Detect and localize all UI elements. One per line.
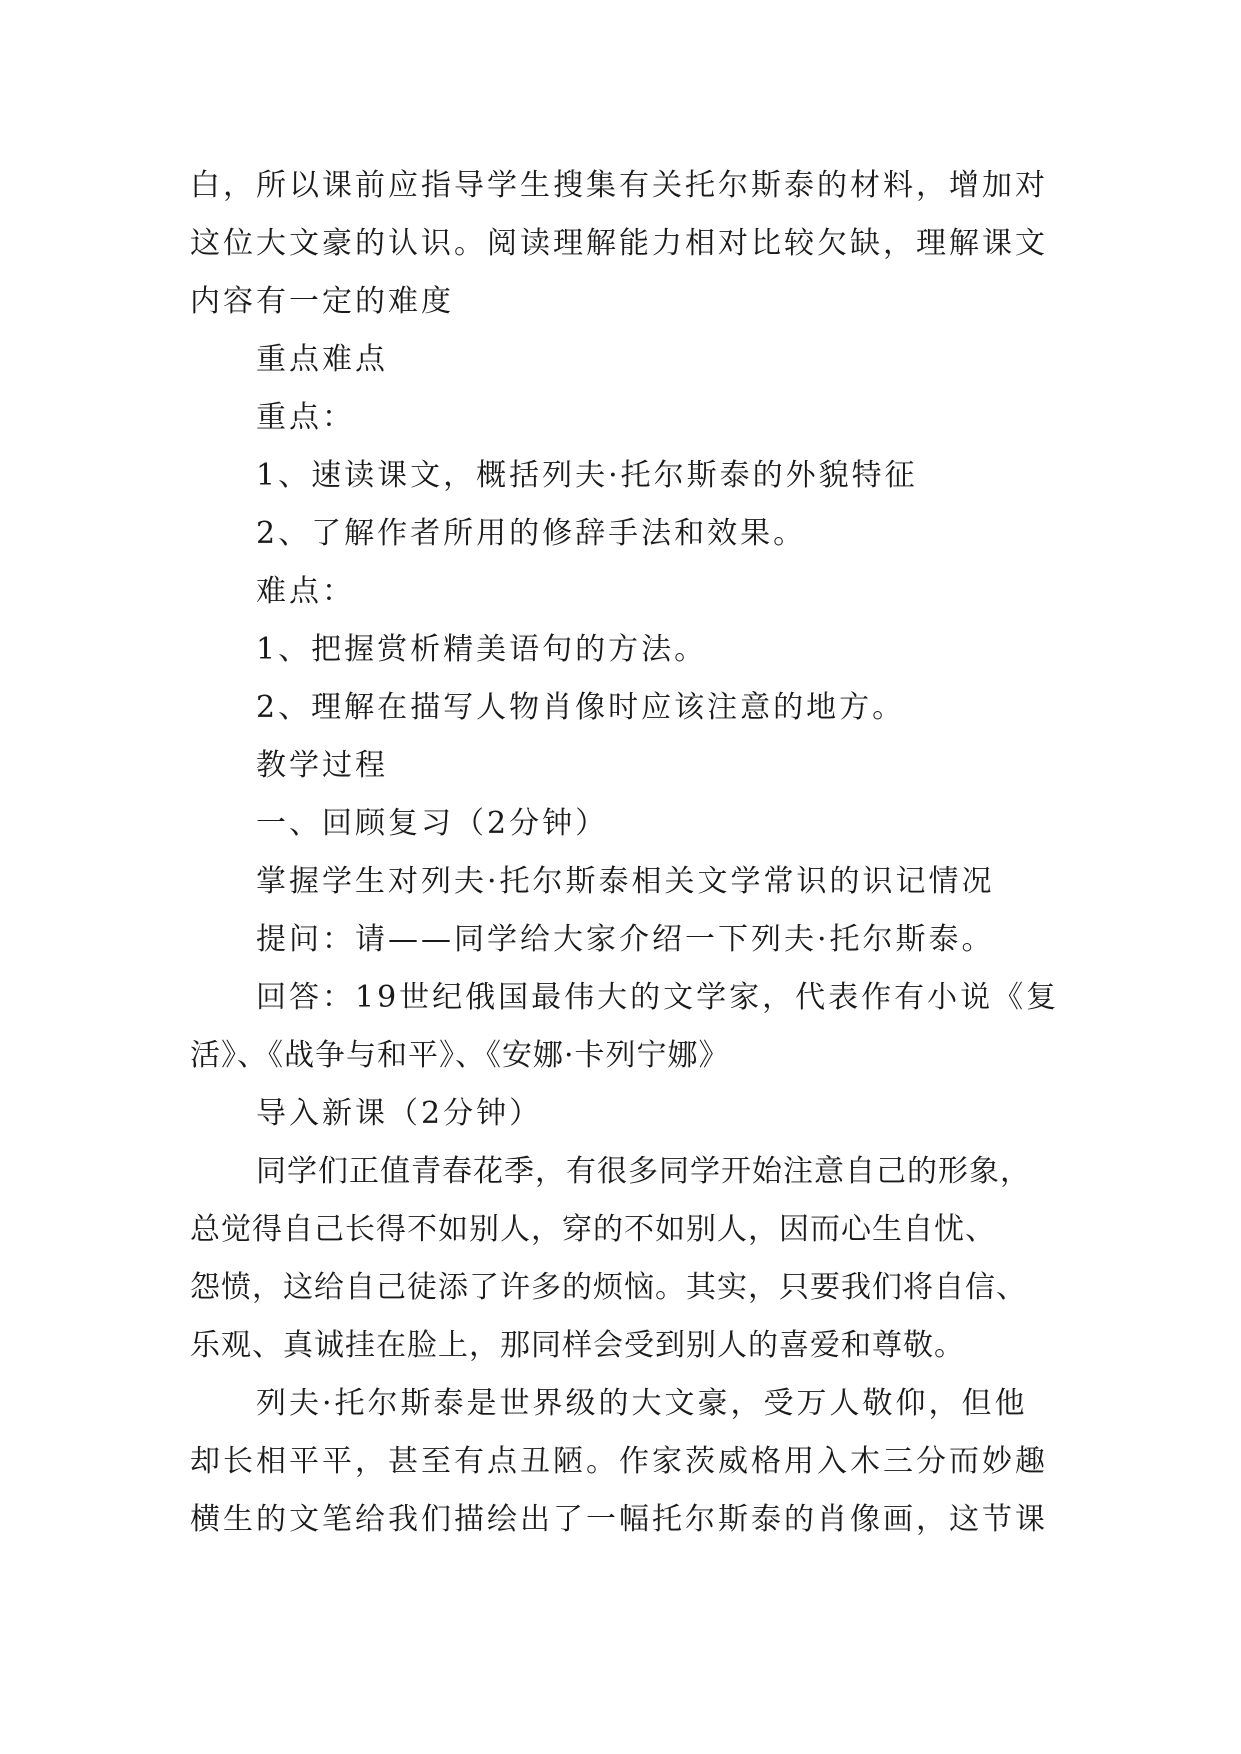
text-line: 怨愤，这给自己徒添了许多的烦恼。其实，只要我们将自信、: [190, 1270, 1027, 1305]
text-line: 白，所以课前应指导学生搜集有关托尔斯泰的材料，增加对: [190, 168, 1048, 203]
text-line: 乐观、真诚挂在脸上，那同样会受到别人的喜爱和尊敬。: [190, 1328, 965, 1363]
text-line: 却长相平平，甚至有点丑陋。作家茨威格用入木三分而妙趣: [190, 1444, 1048, 1479]
text-line: 横生的文笔给我们描绘出了一幅托尔斯泰的肖像画，这节课: [190, 1502, 1048, 1537]
list-item: 2、了解作者所用的修辞手法和效果。: [256, 516, 807, 551]
subheading: 一、回顾复习（2分钟）: [256, 806, 609, 841]
list-item: 1、把握赏析精美语句的方法。: [256, 632, 708, 667]
text-line: 内容有一定的难度: [190, 284, 454, 319]
list-item: 2、理解在描写人物肖像时应该注意的地方。: [256, 690, 906, 725]
text-line: 同学们正值青春花季，有很多同学开始注意自己的形象，: [256, 1154, 1031, 1189]
section-heading: 重点难点: [256, 342, 388, 377]
document-page: [190, 157, 1070, 1549]
text-line: 这位大文豪的认识。阅读理解能力相对比较欠缺，理解课文: [190, 226, 1048, 261]
text-line: 列夫·托尔斯泰是世界级的大文豪，受万人敬仰，但他: [256, 1386, 1028, 1421]
section-heading: 教学过程: [256, 748, 388, 783]
subheading: 导入新课（2分钟）: [256, 1096, 543, 1131]
text-line: 提问：请——同学给大家介绍一下列夫·托尔斯泰。: [256, 922, 995, 957]
subheading: 重点：: [256, 400, 355, 435]
text-line: 总觉得自己长得不如别人，穿的不如别人，因而心生自忧、: [190, 1212, 996, 1247]
text-line: 活》、《战争与和平》、《安娜·卡列宁娜》: [190, 1038, 730, 1073]
subheading: 难点：: [256, 574, 355, 609]
text-line: 回答：19世纪俄国最伟大的文学家，代表作有小说《复: [256, 980, 1060, 1015]
text-line: 掌握学生对列夫·托尔斯泰相关文学常识的识记情况: [256, 864, 995, 899]
list-item: 1、速读课文，概括列夫·托尔斯泰的外貌特征: [256, 458, 918, 493]
